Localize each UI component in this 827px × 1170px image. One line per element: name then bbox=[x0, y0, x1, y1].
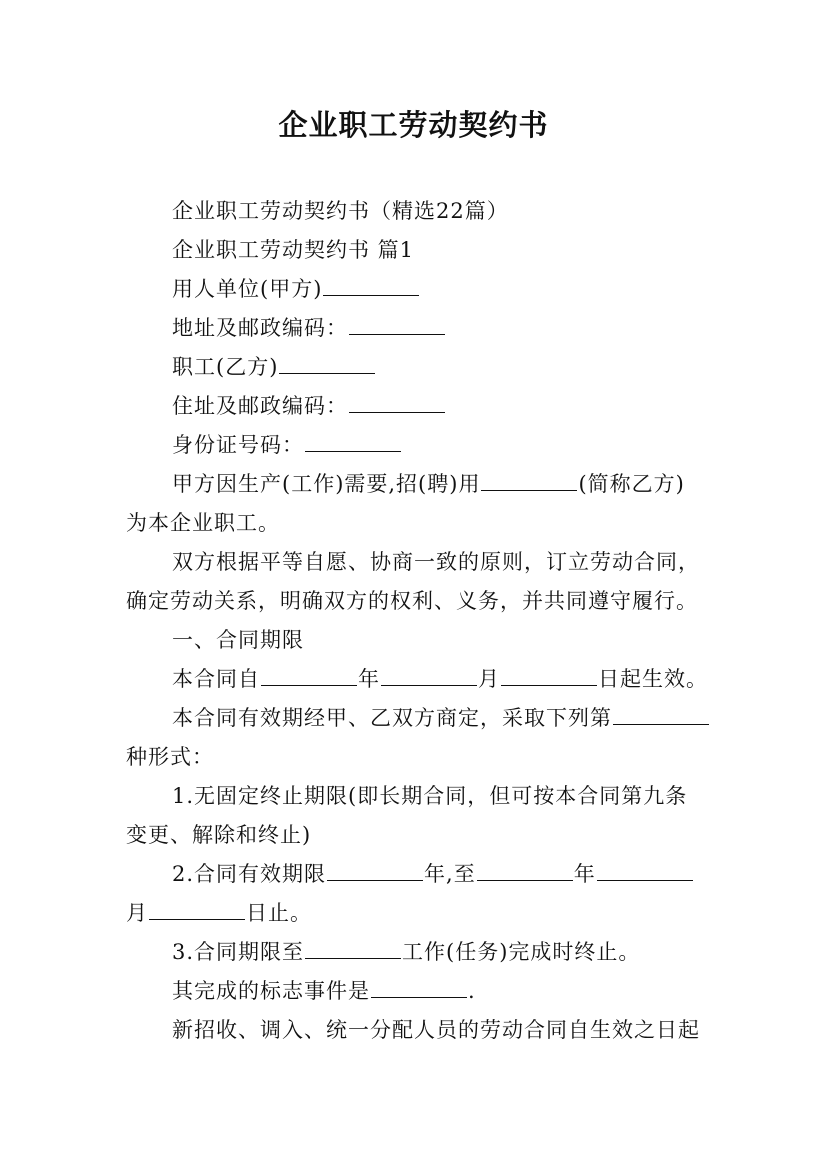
employer-address-blank[interactable] bbox=[349, 316, 445, 335]
effective-date-line bbox=[172, 666, 708, 692]
text: 1.无固定终止期限(即长期合同，但可按本合同第九条 bbox=[172, 784, 688, 808]
option-2-end-year-blank[interactable] bbox=[477, 862, 573, 881]
principle-line bbox=[172, 549, 700, 575]
employee-blank[interactable] bbox=[279, 355, 375, 374]
hiring-line-cont bbox=[126, 510, 280, 536]
text: 企业职工劳动契约书 篇1 bbox=[172, 238, 415, 262]
text: 企业职工劳动契约书（精选22篇） bbox=[172, 199, 509, 223]
text: 地址及邮政编码： bbox=[172, 316, 348, 340]
text: 日止。 bbox=[246, 901, 312, 925]
text: 甲方因生产(工作)需要,招(聘)用 bbox=[172, 472, 481, 496]
term-choice-line bbox=[172, 705, 710, 731]
text: 本合同自 bbox=[172, 667, 260, 691]
text: 双方根据平等自愿、协商一致的原则，订立劳动合同， bbox=[172, 550, 700, 574]
text: 年,至 bbox=[424, 862, 476, 886]
hiring-line bbox=[172, 471, 685, 497]
text: 身份证号码： bbox=[172, 433, 304, 457]
id-number-blank[interactable] bbox=[305, 433, 401, 452]
text: 月 bbox=[478, 667, 500, 691]
text: 本合同有效期经甲、乙双方商定，采取下列第 bbox=[172, 706, 612, 730]
text: 确定劳动关系，明确双方的权利、义务，并共同遵守履行。 bbox=[126, 589, 698, 613]
text: 变更、解除和终止) bbox=[126, 823, 312, 847]
text: 用人单位(甲方) bbox=[172, 277, 323, 301]
option-1-line-cont bbox=[126, 822, 311, 848]
employer-address-line bbox=[172, 315, 446, 341]
completion-event-blank[interactable] bbox=[371, 979, 467, 998]
text: 其完成的标志事件是 bbox=[172, 979, 370, 1003]
option-2-end-month-blank[interactable] bbox=[597, 862, 693, 881]
year-blank[interactable] bbox=[261, 667, 357, 686]
employee-address-blank[interactable] bbox=[349, 394, 445, 413]
text: 2.合同有效期限 bbox=[172, 862, 327, 886]
text: (简称乙方) bbox=[578, 472, 685, 496]
option-3-line bbox=[172, 939, 640, 965]
text: 3.合同期限至 bbox=[172, 940, 305, 964]
option-2-years-blank[interactable] bbox=[327, 862, 423, 881]
completion-event-line bbox=[172, 978, 476, 1004]
employee-line bbox=[172, 354, 376, 380]
text: 职工(乙方) bbox=[172, 355, 279, 379]
text: 为本企业职工。 bbox=[126, 511, 280, 535]
section-heading-line bbox=[172, 237, 414, 263]
text: 月 bbox=[126, 901, 148, 925]
text: 年 bbox=[358, 667, 380, 691]
option-2-line-cont bbox=[126, 900, 312, 926]
option-2-line bbox=[172, 861, 694, 887]
text: 一、合同期限 bbox=[172, 628, 304, 652]
hiring-blank[interactable] bbox=[481, 472, 577, 491]
option-3-task-blank[interactable] bbox=[305, 940, 401, 959]
employee-address-line bbox=[172, 393, 446, 419]
text: 工作(任务)完成时终止。 bbox=[402, 940, 641, 964]
text: 日起生效。 bbox=[598, 667, 708, 691]
id-number-line bbox=[172, 432, 402, 458]
employer-blank[interactable] bbox=[323, 277, 419, 296]
new-hire-line bbox=[172, 1017, 700, 1043]
employer-line bbox=[172, 276, 420, 302]
month-blank[interactable] bbox=[381, 667, 477, 686]
document-title: 企业职工劳动契约书 bbox=[278, 108, 549, 142]
day-blank[interactable] bbox=[501, 667, 597, 686]
option-1-line bbox=[172, 783, 687, 809]
clause-heading bbox=[172, 627, 304, 653]
doc-subtitle-line bbox=[172, 198, 509, 224]
text: 住址及邮政编码： bbox=[172, 394, 348, 418]
text: 新招收、调入、统一分配人员的劳动合同自生效之日起 bbox=[172, 1018, 700, 1042]
principle-line-cont bbox=[126, 588, 698, 614]
option-2-end-day-blank[interactable] bbox=[149, 901, 245, 920]
text: 年 bbox=[573, 862, 596, 886]
term-choice-blank[interactable] bbox=[613, 706, 709, 725]
text: 种形式： bbox=[126, 745, 214, 769]
text: . bbox=[468, 979, 476, 1003]
term-choice-line-cont bbox=[126, 744, 214, 770]
